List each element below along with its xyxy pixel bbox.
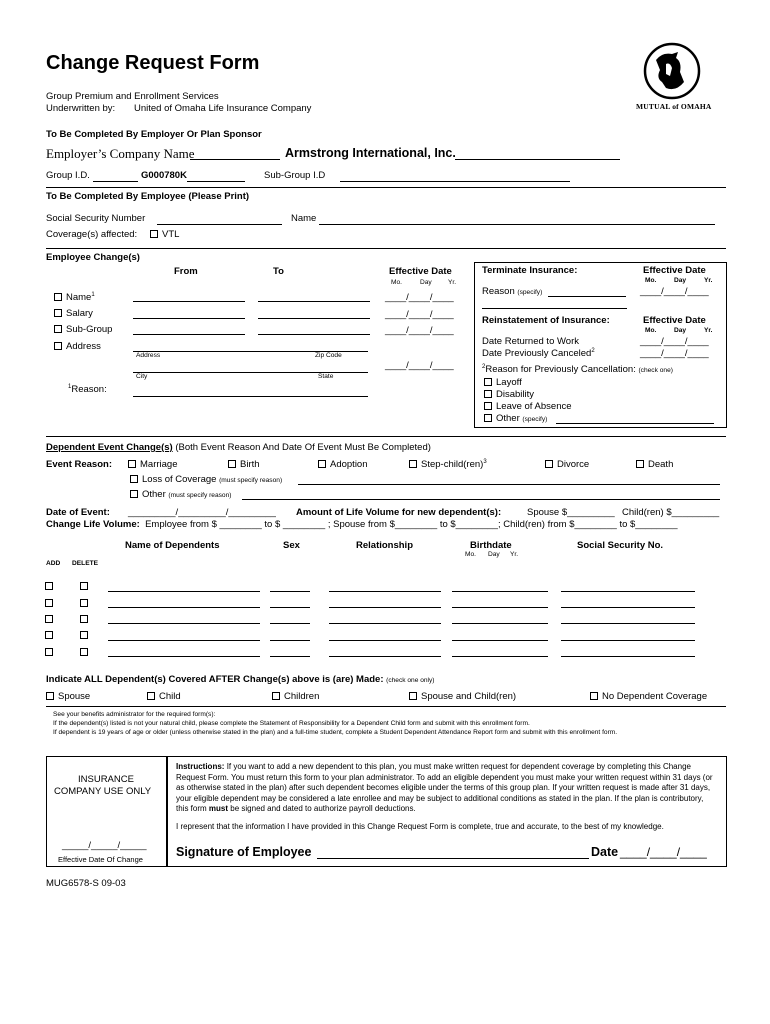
- underwritten-company: United of Omaha Life Insurance Company: [134, 103, 312, 114]
- covered-child[interactable]: Child: [147, 691, 181, 702]
- change-address[interactable]: Address: [54, 341, 101, 352]
- col-dependent-name: Name of Dependents: [125, 540, 220, 551]
- birth-day: Day: [488, 551, 500, 558]
- form-code: MUG6578-S 09-03: [46, 878, 126, 889]
- date-of-event-field[interactable]: _________/_________/_________: [128, 507, 276, 518]
- col-effective: Effective Date: [389, 266, 452, 277]
- reason-loss[interactable]: Loss of Coverage (must specify reason): [130, 474, 282, 485]
- logo: [636, 42, 716, 116]
- date-field[interactable]: ____/____/____: [620, 845, 707, 859]
- vtl-checkbox[interactable]: [150, 230, 158, 238]
- amount-label: Amount of Life Volume for new dependent(s):: [296, 507, 502, 518]
- state-label: State: [318, 373, 334, 380]
- page-title: Change Request Form: [46, 52, 260, 74]
- terminate-label: Terminate Insurance:: [482, 265, 578, 276]
- rein-mo: Mo.: [645, 327, 657, 334]
- group-id-value[interactable]: G000780K: [141, 170, 187, 181]
- col-relationship: Relationship: [356, 540, 414, 551]
- note-1: See your benefits administrator for the required form(s):: [53, 711, 216, 718]
- birth-mo: Mo.: [465, 551, 476, 558]
- rein-yr: Yr.: [704, 327, 713, 334]
- reason-death[interactable]: Death: [636, 459, 673, 470]
- row2-delete[interactable]: [80, 599, 88, 607]
- birth-yr: Yr.: [510, 551, 519, 558]
- logo-text: MUTUAL of OMAHA: [636, 102, 712, 111]
- covered-after-heading: Indicate ALL Dependent(s) Covered AFTER Change(s) above is (are) Made: (check one only): [46, 674, 435, 685]
- terminate-reason: Reason (specify): [482, 286, 543, 297]
- reason-marriage[interactable]: Marriage: [128, 459, 178, 470]
- reinstatement-effective: Effective Date: [643, 315, 706, 326]
- group-id-label: Group I.D.: [46, 170, 90, 181]
- reinstatement-label: Reinstatement of Insurance:: [482, 315, 610, 326]
- row1-delete[interactable]: [80, 582, 88, 590]
- date-of-event-label: Date of Event:: [46, 507, 110, 518]
- coverage-label: Coverage(s) affected:: [46, 229, 138, 240]
- ssn-field[interactable]: [157, 224, 282, 225]
- instructions-text: Instructions: If you want to add a new dependent to this plan, you must make written request for dependent coverage by completing this Change Request Form. You must return this form to your plan administrator. To add an eligible dependent you must make your written request within 31 days (or as otherwise stated in the plan) after such dependent becomes eligible under the terms of this group plan. If your written request is made after 31 days, your eligible dependent may be considered a late enrollee and may be subject to additional conditions as stated in the plan. If the plan is contributory, this form must be signed and dated to authorize payroll deductions.: [176, 762, 713, 813]
- coverage-vtl[interactable]: VTL: [150, 229, 179, 240]
- row4-add[interactable]: [45, 631, 53, 639]
- term-day: Day: [674, 277, 687, 284]
- insurance-line1: INSURANCE: [78, 774, 134, 785]
- note-2: If the dependent(s) listed is not your natural child, please complete the Statement of Responsibility for a Dependent Child form and submit with this enrollment form.: [53, 720, 530, 727]
- row4-delete[interactable]: [80, 631, 88, 639]
- cancel-layoff[interactable]: Layoff: [484, 377, 522, 388]
- signature-field[interactable]: [317, 858, 589, 859]
- employee-changes-heading: Employee Change(s): [46, 252, 140, 263]
- eff-yr: Yr.: [448, 279, 457, 286]
- row5-delete[interactable]: [80, 648, 88, 656]
- employee-heading: To Be Completed By Employee (Please Print): [46, 191, 250, 202]
- signature-label: Signature of Employee: [176, 845, 312, 859]
- subgroup-id-label: Sub-Group I.D: [264, 170, 326, 181]
- col-add: ADD: [46, 560, 61, 567]
- reason-label: $^1$Reason:: [68, 384, 107, 396]
- cancel-leave[interactable]: Leave of Absence: [484, 401, 572, 412]
- date-label: Date: [591, 845, 619, 859]
- name-label: Name: [291, 213, 317, 224]
- zip-label: Zip Code: [315, 352, 342, 359]
- effective-change-field[interactable]: _____/_____/_____: [62, 840, 147, 851]
- reason-adoption[interactable]: Adoption: [318, 459, 368, 470]
- employer-heading: To Be Completed By Employer Or Plan Sponsor: [46, 129, 262, 140]
- header-line1: Group Premium and Enrollment Services: [46, 91, 219, 102]
- term-mo: Mo.: [645, 277, 657, 284]
- covered-none[interactable]: No Dependent Coverage: [590, 691, 707, 702]
- event-reason-label: Event Reason:: [46, 459, 112, 470]
- date-returned-label: Date Returned to Work: [482, 336, 579, 347]
- col-ssn: Social Security No.: [577, 540, 664, 551]
- col-sex: Sex: [283, 540, 300, 551]
- reason-other[interactable]: Other (must specify reason): [130, 489, 231, 500]
- covered-children[interactable]: Children: [272, 691, 319, 702]
- change-volume-row: Change Life Volume: Employee from $ ________ to $ ________ ; Spouse from $________ to $________; Child(ren) from $________ to $________: [46, 519, 678, 530]
- row3-delete[interactable]: [80, 615, 88, 623]
- employer-company-value[interactable]: Armstrong International, Inc.: [285, 146, 456, 160]
- col-from: From: [174, 266, 198, 277]
- row1-add[interactable]: [45, 582, 53, 590]
- amount-spouse[interactable]: Spouse $_________: [527, 507, 615, 518]
- covered-spouse-children[interactable]: Spouse and Child(ren): [409, 691, 516, 702]
- cancel-disability[interactable]: Disability: [484, 389, 534, 400]
- row5-add[interactable]: [45, 648, 53, 656]
- subgroup-id-field[interactable]: [340, 181, 570, 182]
- col-delete: DELETE: [72, 560, 99, 567]
- terminate-effective: Effective Date: [643, 265, 706, 276]
- row3-add[interactable]: [45, 615, 53, 623]
- employer-company-label: Employer’s Company Name: [46, 146, 195, 161]
- represent-text: I represent that the information I have provided in this Change Request Form is complete, true and accurate, to the best of my knowledge.: [176, 822, 664, 831]
- amount-children[interactable]: Child(ren) $_________: [622, 507, 720, 518]
- dependent-event-heading: Dependent Event Change(s) (Both Event Reason And Date Of Event Must Be Completed): [46, 442, 431, 453]
- rein-day: Day: [674, 327, 687, 334]
- city-label: City: [136, 373, 148, 380]
- eff-mo: Mo.: [391, 279, 402, 286]
- cancel-other[interactable]: Other (specify): [484, 413, 547, 424]
- col-to: To: [273, 266, 284, 277]
- reason-stepchild[interactable]: Step-child(ren)$^3$: [409, 459, 487, 470]
- date-canceled-label: Date Previously Canceled$^2$: [482, 348, 595, 360]
- reason-prev-label: $^2$Reason for Previously Cancellation: (check one): [482, 364, 673, 376]
- col-birthdate: Birthdate: [470, 540, 512, 551]
- underwritten-label: Underwritten by:: [46, 103, 116, 114]
- reason-birth[interactable]: Birth: [228, 459, 260, 470]
- effective-change-label: Effective Date Of Change: [58, 855, 143, 864]
- change-salary[interactable]: Salary: [54, 308, 93, 319]
- address-label: Address: [136, 352, 161, 359]
- reason-divorce[interactable]: Divorce: [545, 459, 589, 470]
- change-name[interactable]: Name$^1$: [54, 292, 95, 303]
- name-field[interactable]: [319, 224, 715, 225]
- note-3: If dependent is 19 years of age or older (unless otherwise stated in the plan) and a full-time student, complete a Student Dependent Attendance Report form and submit with this enrollment form.: [53, 729, 618, 736]
- row2-add[interactable]: [45, 599, 53, 607]
- term-yr: Yr.: [704, 277, 713, 284]
- reason-field[interactable]: [133, 396, 368, 397]
- covered-spouse[interactable]: Spouse: [46, 691, 90, 702]
- ssn-label: Social Security Number: [46, 213, 146, 224]
- eff-day: Day: [420, 279, 432, 286]
- insurance-line2: COMPANY USE ONLY: [54, 786, 152, 797]
- change-subgroup[interactable]: Sub-Group: [54, 324, 112, 335]
- indian-head-logo-icon: [642, 42, 702, 100]
